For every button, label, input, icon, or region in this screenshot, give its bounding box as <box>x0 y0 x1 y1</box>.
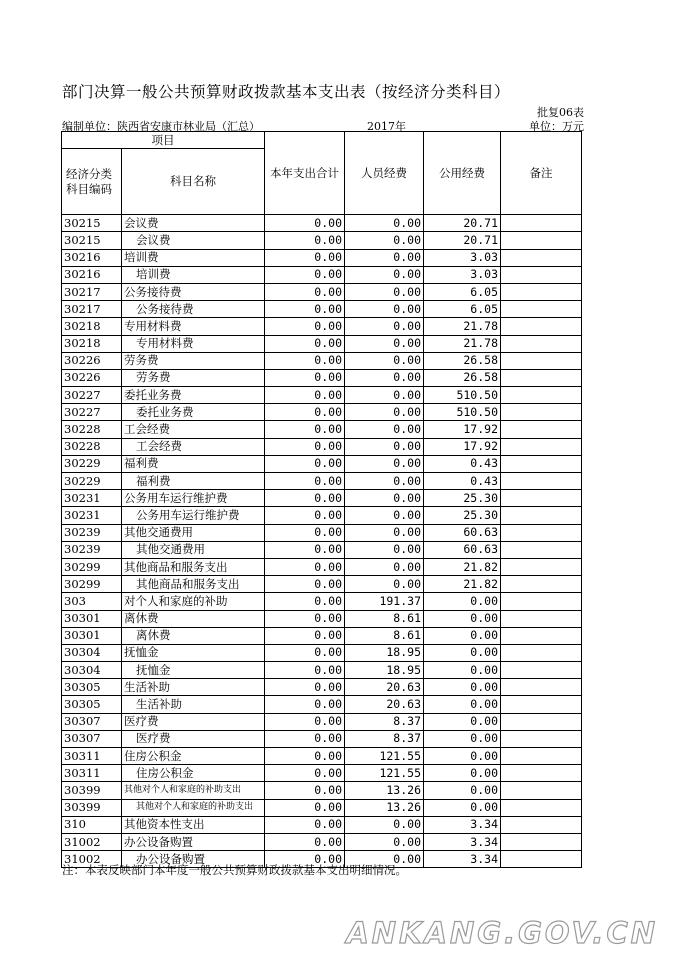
code-cell: 31002 <box>62 833 122 850</box>
code-cell: 30229 <box>62 473 122 490</box>
code-cell: 30216 <box>62 249 122 266</box>
total-cell: 0.00 <box>265 438 345 455</box>
total-cell: 0.00 <box>265 232 345 249</box>
remark-cell <box>501 473 582 490</box>
personnel-cell: 8.37 <box>345 713 424 730</box>
public-cell: 20.71 <box>424 215 501 232</box>
public-cell: 21.78 <box>424 318 501 335</box>
name-cell: 委托业务费 <box>122 404 265 421</box>
table-row <box>62 438 582 455</box>
name-cell: 工会经费 <box>122 421 265 438</box>
public-cell: 0.00 <box>424 748 501 765</box>
remark-cell <box>501 765 582 782</box>
code-cell: 30215 <box>62 215 122 232</box>
public-cell: 21.82 <box>424 558 501 575</box>
total-cell: 0.00 <box>265 266 345 283</box>
personnel-cell: 8.37 <box>345 730 424 747</box>
table-row <box>62 593 582 610</box>
name-cell: 劳务费 <box>122 352 265 369</box>
remark-cell <box>501 232 582 249</box>
public-cell: 25.30 <box>424 490 501 507</box>
remark-cell <box>501 593 582 610</box>
personnel-cell: 20.63 <box>345 696 424 713</box>
personnel-cell: 121.55 <box>345 765 424 782</box>
personnel-cell: 0.00 <box>345 215 424 232</box>
table-row <box>62 215 582 232</box>
remark-cell <box>501 283 582 300</box>
code-cell: 30231 <box>62 507 122 524</box>
code-cell: 30228 <box>62 438 122 455</box>
name-cell: 抚恤金 <box>122 644 265 661</box>
public-cell: 60.63 <box>424 541 501 558</box>
personnel-cell: 0.00 <box>345 404 424 421</box>
public-cell: 3.03 <box>424 249 501 266</box>
code-cell: 30311 <box>62 765 122 782</box>
personnel-cell: 13.26 <box>345 799 424 816</box>
total-cell: 0.00 <box>265 627 345 644</box>
personnel-cell: 20.63 <box>345 679 424 696</box>
public-cell: 25.30 <box>424 507 501 524</box>
name-cell: 住房公积金 <box>122 765 265 782</box>
name-cell: 其他对个人和家庭的补助支出 <box>122 799 265 816</box>
table-row <box>62 283 582 300</box>
table-row <box>62 610 582 627</box>
public-cell: 17.92 <box>424 421 501 438</box>
table-row <box>62 507 582 524</box>
personnel-cell: 191.37 <box>345 593 424 610</box>
table-row <box>62 782 582 799</box>
total-cell: 0.00 <box>265 387 345 404</box>
name-cell: 专用材料费 <box>122 318 265 335</box>
total-cell: 0.00 <box>265 782 345 799</box>
header-name: 科目名称 <box>122 149 265 215</box>
remark-cell <box>501 696 582 713</box>
public-cell: 3.34 <box>424 833 501 850</box>
code-cell: 31002 <box>62 851 122 868</box>
name-cell: 其他商品和服务支出 <box>122 576 265 593</box>
total-cell: 0.00 <box>265 283 345 300</box>
code-cell: 30304 <box>62 644 122 661</box>
personnel-cell: 8.61 <box>345 627 424 644</box>
form-number: 批复06表 <box>537 106 584 119</box>
name-cell: 工会经费 <box>122 438 265 455</box>
header-remark: 备注 <box>501 132 582 215</box>
public-cell: 0.00 <box>424 644 501 661</box>
table-row <box>62 696 582 713</box>
public-cell: 20.71 <box>424 232 501 249</box>
total-cell: 0.00 <box>265 799 345 816</box>
remark-cell <box>501 266 582 283</box>
code-cell: 30307 <box>62 713 122 730</box>
code-cell: 30304 <box>62 662 122 679</box>
personnel-cell: 0.00 <box>345 232 424 249</box>
remark-cell <box>501 610 582 627</box>
name-cell: 住房公积金 <box>122 748 265 765</box>
header-total: 本年支出合计 <box>265 132 345 215</box>
remark-cell <box>501 507 582 524</box>
remark-cell <box>501 799 582 816</box>
code-cell: 30301 <box>62 627 122 644</box>
code-cell: 30227 <box>62 387 122 404</box>
personnel-cell: 13.26 <box>345 782 424 799</box>
table-row <box>62 524 582 541</box>
total-cell: 0.00 <box>265 679 345 696</box>
code-cell: 30307 <box>62 730 122 747</box>
table-row <box>62 662 582 679</box>
table-row <box>62 558 582 575</box>
code-cell: 30301 <box>62 610 122 627</box>
personnel-cell: 0.00 <box>345 352 424 369</box>
total-cell: 0.00 <box>265 713 345 730</box>
remark-cell <box>501 816 582 833</box>
remark-cell <box>501 335 582 352</box>
total-cell: 0.00 <box>265 696 345 713</box>
total-cell: 0.00 <box>265 490 345 507</box>
total-cell: 0.00 <box>265 318 345 335</box>
remark-cell <box>501 833 582 850</box>
public-cell: 0.00 <box>424 730 501 747</box>
public-cell: 21.82 <box>424 576 501 593</box>
total-cell: 0.00 <box>265 730 345 747</box>
personnel-cell: 0.00 <box>345 387 424 404</box>
name-cell: 培训费 <box>122 266 265 283</box>
table-row <box>62 748 582 765</box>
name-cell: 公务用车运行维护费 <box>122 507 265 524</box>
name-cell: 离休费 <box>122 610 265 627</box>
table-row <box>62 421 582 438</box>
report-year: 2017年 <box>367 120 406 133</box>
public-cell: 0.00 <box>424 662 501 679</box>
name-cell: 对个人和家庭的补助 <box>122 593 265 610</box>
name-cell: 福利费 <box>122 473 265 490</box>
remark-cell <box>501 730 582 747</box>
total-cell: 0.00 <box>265 765 345 782</box>
personnel-cell: 0.00 <box>345 455 424 472</box>
name-cell: 公务接待费 <box>122 301 265 318</box>
code-cell: 30227 <box>62 404 122 421</box>
name-cell: 会议费 <box>122 232 265 249</box>
remark-cell <box>501 541 582 558</box>
name-cell: 医疗费 <box>122 713 265 730</box>
total-cell: 0.00 <box>265 541 345 558</box>
name-cell: 委托业务费 <box>122 387 265 404</box>
table-row <box>62 799 582 816</box>
remark-cell <box>501 644 582 661</box>
personnel-cell: 0.00 <box>345 833 424 850</box>
total-cell: 0.00 <box>265 748 345 765</box>
code-cell: 30399 <box>62 782 122 799</box>
code-cell: 30216 <box>62 266 122 283</box>
total-cell: 0.00 <box>265 851 345 868</box>
personnel-cell: 0.00 <box>345 421 424 438</box>
code-cell: 30229 <box>62 455 122 472</box>
remark-cell <box>501 713 582 730</box>
personnel-cell: 0.00 <box>345 266 424 283</box>
total-cell: 0.00 <box>265 335 345 352</box>
remark-cell <box>501 421 582 438</box>
code-cell: 30218 <box>62 335 122 352</box>
remark-cell <box>501 438 582 455</box>
public-cell: 0.00 <box>424 593 501 610</box>
table-row <box>62 473 582 490</box>
total-cell: 0.00 <box>265 524 345 541</box>
total-cell: 0.00 <box>265 301 345 318</box>
personnel-cell: 0.00 <box>345 249 424 266</box>
code-cell: 30217 <box>62 283 122 300</box>
remark-cell <box>501 576 582 593</box>
site-watermark: ANKANG.GOV.CN <box>346 916 658 950</box>
personnel-cell: 0.00 <box>345 318 424 335</box>
table-row <box>62 679 582 696</box>
public-cell: 0.00 <box>424 765 501 782</box>
table-row <box>62 249 582 266</box>
table-body <box>62 215 582 868</box>
code-cell: 30239 <box>62 541 122 558</box>
name-cell: 公务接待费 <box>122 283 265 300</box>
table-row <box>62 455 582 472</box>
table-row <box>62 644 582 661</box>
total-cell: 0.00 <box>265 404 345 421</box>
personnel-cell: 0.00 <box>345 541 424 558</box>
name-cell: 其他交通费用 <box>122 524 265 541</box>
total-cell: 0.00 <box>265 215 345 232</box>
table-row <box>62 266 582 283</box>
name-cell: 福利费 <box>122 455 265 472</box>
header-code: 经济分类科目编码 <box>62 149 122 215</box>
name-cell: 生活补助 <box>122 696 265 713</box>
public-cell: 6.05 <box>424 283 501 300</box>
remark-cell <box>501 369 582 386</box>
code-cell: 30311 <box>62 748 122 765</box>
table-row <box>62 387 582 404</box>
public-cell: 0.00 <box>424 713 501 730</box>
total-cell: 0.00 <box>265 662 345 679</box>
header-public: 公用经费 <box>424 132 501 215</box>
table-row <box>62 318 582 335</box>
table-row <box>62 627 582 644</box>
personnel-cell: 18.95 <box>345 662 424 679</box>
table-row <box>62 490 582 507</box>
table-row <box>62 816 582 833</box>
name-cell: 培训费 <box>122 249 265 266</box>
table-row <box>62 404 582 421</box>
public-cell: 0.43 <box>424 455 501 472</box>
remark-cell <box>501 662 582 679</box>
personnel-cell: 18.95 <box>345 644 424 661</box>
code-cell: 30215 <box>62 232 122 249</box>
table-row <box>62 765 582 782</box>
code-cell: 30226 <box>62 352 122 369</box>
table-row <box>62 730 582 747</box>
personnel-cell: 0.00 <box>345 524 424 541</box>
code-cell: 30299 <box>62 558 122 575</box>
public-cell: 0.00 <box>424 610 501 627</box>
public-cell: 26.58 <box>424 352 501 369</box>
public-cell: 0.00 <box>424 799 501 816</box>
total-cell: 0.00 <box>265 644 345 661</box>
total-cell: 0.00 <box>265 610 345 627</box>
remark-cell <box>501 490 582 507</box>
code-cell: 30228 <box>62 421 122 438</box>
table-row <box>62 232 582 249</box>
name-cell: 公务用车运行维护费 <box>122 490 265 507</box>
code-cell: 310 <box>62 816 122 833</box>
public-cell: 0.00 <box>424 679 501 696</box>
name-cell: 其他商品和服务支出 <box>122 558 265 575</box>
public-cell: 26.58 <box>424 369 501 386</box>
personnel-cell: 0.00 <box>345 283 424 300</box>
total-cell: 0.00 <box>265 558 345 575</box>
personnel-cell: 0.00 <box>345 507 424 524</box>
code-cell: 30305 <box>62 679 122 696</box>
personnel-cell: 0.00 <box>345 335 424 352</box>
public-cell: 3.34 <box>424 851 501 868</box>
personnel-cell: 0.00 <box>345 438 424 455</box>
total-cell: 0.00 <box>265 369 345 386</box>
code-cell: 303 <box>62 593 122 610</box>
remark-cell <box>501 782 582 799</box>
code-cell: 30399 <box>62 799 122 816</box>
personnel-cell: 0.00 <box>345 816 424 833</box>
expenditure-table <box>61 131 582 868</box>
personnel-cell: 0.00 <box>345 490 424 507</box>
public-cell: 3.34 <box>424 816 501 833</box>
public-cell: 0.00 <box>424 627 501 644</box>
total-cell: 0.00 <box>265 249 345 266</box>
public-cell: 21.78 <box>424 335 501 352</box>
public-cell: 0.00 <box>424 696 501 713</box>
personnel-cell: 121.55 <box>345 748 424 765</box>
code-cell: 30299 <box>62 576 122 593</box>
total-cell: 0.00 <box>265 455 345 472</box>
public-cell: 510.50 <box>424 404 501 421</box>
name-cell: 其他对个人和家庭的补助支出 <box>122 782 265 799</box>
remark-cell <box>501 524 582 541</box>
code-cell: 30226 <box>62 369 122 386</box>
total-cell: 0.00 <box>265 816 345 833</box>
name-cell: 其他交通费用 <box>122 541 265 558</box>
public-cell: 60.63 <box>424 524 501 541</box>
personnel-cell: 0.00 <box>345 301 424 318</box>
remark-cell <box>501 387 582 404</box>
personnel-cell: 8.61 <box>345 610 424 627</box>
footnote: 注：本表反映部门本年度一般公共预算财政拨款基本支出明细情况。 <box>62 863 407 877</box>
personnel-cell: 0.00 <box>345 576 424 593</box>
remark-cell <box>501 851 582 868</box>
name-cell: 办公设备购置 <box>122 833 265 850</box>
name-cell: 办公设备购置 <box>122 851 265 868</box>
total-cell: 0.00 <box>265 473 345 490</box>
table-row <box>62 833 582 850</box>
total-cell: 0.00 <box>265 576 345 593</box>
table-row <box>62 369 582 386</box>
table-row <box>62 713 582 730</box>
name-cell: 专用材料费 <box>122 335 265 352</box>
header-personnel: 人员经费 <box>345 132 424 215</box>
remark-cell <box>501 404 582 421</box>
remark-cell <box>501 748 582 765</box>
code-cell: 30218 <box>62 318 122 335</box>
public-cell: 6.05 <box>424 301 501 318</box>
name-cell: 会议费 <box>122 215 265 232</box>
total-cell: 0.00 <box>265 352 345 369</box>
remark-cell <box>501 455 582 472</box>
personnel-cell: 0.00 <box>345 473 424 490</box>
public-cell: 17.92 <box>424 438 501 455</box>
table-row <box>62 352 582 369</box>
remark-cell <box>501 679 582 696</box>
total-cell: 0.00 <box>265 593 345 610</box>
compiling-unit: 编制单位：陕西省安康市林业局（汇总） <box>62 120 260 133</box>
name-cell: 离休费 <box>122 627 265 644</box>
total-cell: 0.00 <box>265 421 345 438</box>
personnel-cell: 0.00 <box>345 369 424 386</box>
code-cell: 30217 <box>62 301 122 318</box>
code-cell: 30231 <box>62 490 122 507</box>
name-cell: 劳务费 <box>122 369 265 386</box>
code-cell: 30305 <box>62 696 122 713</box>
personnel-cell: 0.00 <box>345 851 424 868</box>
table-row <box>62 301 582 318</box>
remark-cell <box>501 215 582 232</box>
remark-cell <box>501 352 582 369</box>
table-row <box>62 576 582 593</box>
public-cell: 0.43 <box>424 473 501 490</box>
public-cell: 510.50 <box>424 387 501 404</box>
remark-cell <box>501 558 582 575</box>
table-row <box>62 541 582 558</box>
public-cell: 3.03 <box>424 266 501 283</box>
code-cell: 30239 <box>62 524 122 541</box>
remark-cell <box>501 318 582 335</box>
report-title: 部门决算一般公共预算财政拨款基本支出表（按经济分类科目） <box>62 83 511 101</box>
public-cell: 0.00 <box>424 782 501 799</box>
name-cell: 医疗费 <box>122 730 265 747</box>
currency-unit: 单位：万元 <box>529 120 584 133</box>
remark-cell <box>501 627 582 644</box>
remark-cell <box>501 249 582 266</box>
name-cell: 生活补助 <box>122 679 265 696</box>
header-project: 项目 <box>62 132 265 149</box>
name-cell: 抚恤金 <box>122 662 265 679</box>
total-cell: 0.00 <box>265 833 345 850</box>
table-row <box>62 335 582 352</box>
name-cell: 其他资本性支出 <box>122 816 265 833</box>
total-cell: 0.00 <box>265 507 345 524</box>
personnel-cell: 0.00 <box>345 558 424 575</box>
remark-cell <box>501 301 582 318</box>
